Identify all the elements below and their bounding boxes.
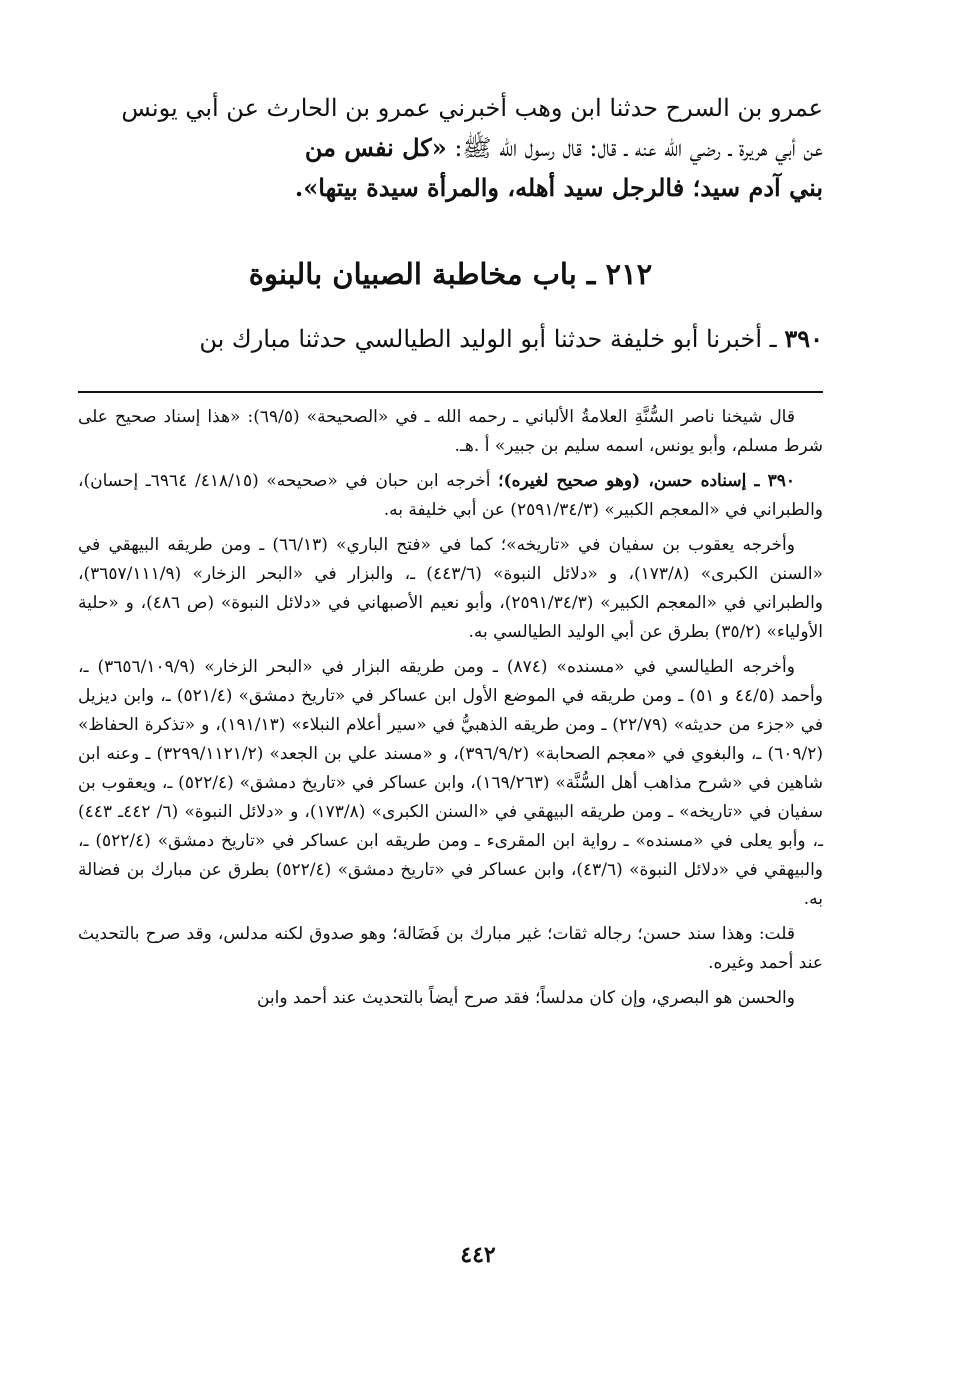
main-text [78, 88, 823, 208]
footnote-heading: ٣٩٠ ـ إسناده حسن، (وهو صحيح لغيره)؛ [498, 471, 795, 491]
page-number: ٤٤٢ [460, 1242, 496, 1268]
chapter-title: ٢١٢ ـ باب مخاطبة الصبيان بالبنوة [248, 257, 653, 291]
footnote-paragraph: وأخرجه يعقوب بن سفيان في «تاريخه»؛ كما في «فتح الباري» (٦٦/١٣) ـ ومن طريقه البيهقي في «السنن الكبرى» (١٧٣/٨)، و «دلائل النبوة» (٤٤٣/٦) ـ، والبزار في «البحر الزخار» (٣٦٥٧/١١١/٩)، والطبراني في «المعجم الكبير» (٢٥٩١/٣٤/٣)، وأبو نعيم الأصبهاني في «دلائل النبوة» (ص ٤٨٦)، و «حلية الأولياء» (٣٥/٢) بطرق عن أبي الوليد الطيالسي به. [78, 535, 824, 642]
hadith-start [78, 319, 823, 359]
hadith-quote: «كل نفس من [304, 133, 447, 162]
footnote-paragraph [78, 467, 823, 525]
main-line [78, 128, 823, 168]
hadith-quote-end: بني آدم سيد؛ فالرجل سيد أهله، والمرأة سيدة بيتها». [294, 173, 823, 202]
footnote-paragraph: قلت: وهذا سند حسن؛ رجاله ثقات؛ غير مبارك بن فَضَالة؛ وهو صدوق لكنه مدلس، وقد صرح بالتحديث عند أحمد وغيره. [78, 924, 823, 973]
main-line-text: عن أبي هريرة ـ رضي الله عنه ـ قال: قال رسول الله ﷺ: [446, 134, 823, 162]
hadith-number: ٣٩٠ [784, 324, 823, 353]
hadith-text: ـ أخبرنا أبو خليفة حدثنا أبو الوليد الطيالسي حدثنا مبارك بن [199, 325, 785, 353]
footnote-text: أخرجه ابن حبان في «صحيحه» (٤١٨/١٥/ ٦٩٦٤ـ إحسان)، والطبراني في «المعجم الكبير» (٢٥٩١/٣٤/٣) عن أبي خليفة به. [78, 471, 823, 520]
footnote-paragraph: وأخرجه الطيالسي في «مسنده» (٨٧٤) ـ ومن طريقه البزار في «البحر الزخار» (٣٦٥٦/١٠٩/٩) ـ، وأحمد (٤٤/٥ و ٥١) ـ ومن طريقه في الموضع الأول ابن عساكر في «تاريخ دمشق» (٥٢١/٤) ـ، وابن ديزيل في «جزء من حديثه» (٢٢/٧٩) ـ ومن طريقه الذهبيُّ في «سير أعلام النبلاء» (١٩١/١٣)، و «تذكرة الحفاظ» (٦٠٩/٢) ـ، والبغوي في «معجم الصحابة» (٣٩٦/٩/٢)، و «مسند علي بن الجعد» (٣٢٩٩/١١٢١/٢) ـ وعنه ابن شاهين في «شرح مذاهب أهل السُّنَّة» (١٦٩/٢٦٣)، وابن عساكر في «تاريخ دمشق» (٥٢٢/٤) ـ، ويعقوب بن سفيان في «تاريخه» ـ ومن طريقه البيهقي في «السنن الكبرى» (١٧٣/٨)، و «دلائل النبوة» (٦/ ٤٤٢ـ ٤٤٣) ـ، وأبو يعلى في «مسنده» ـ رواية ابن المقرىء ـ ومن طريقه ابن عساكر في «تاريخ دمشق» (٥٢٢/٤) ـ، والبيهقي في «دلائل النبوة» (٤٣/٦)، وابن عساكر في «تاريخ دمشق» (٥٢٢/٤) بطرق عن مبارك بن فضالة به. [78, 657, 824, 909]
footnotes [78, 403, 823, 1019]
footnote-paragraph: والحسن هو البصري، وإن كان مدلساً؛ فقد صرح أيضاً بالتحديث عند أحمد وابن [256, 988, 795, 1008]
footnote-divider [78, 391, 823, 393]
footnote-paragraph: قال شيخنا ناصر السُّنَّةِ العلامةُ الألباني ـ رحمه الله ـ في «الصحيحة» (٦٩/٥): «هذا إسناد صحيح على شرط مسلم، وأبو يونس، اسمه سليم بن جبير» أ .هـ. [78, 407, 823, 456]
main-line: عمرو بن السرح حدثنا ابن وهب أخبرني عمرو بن الحارث عن أبي يونس [121, 94, 823, 122]
